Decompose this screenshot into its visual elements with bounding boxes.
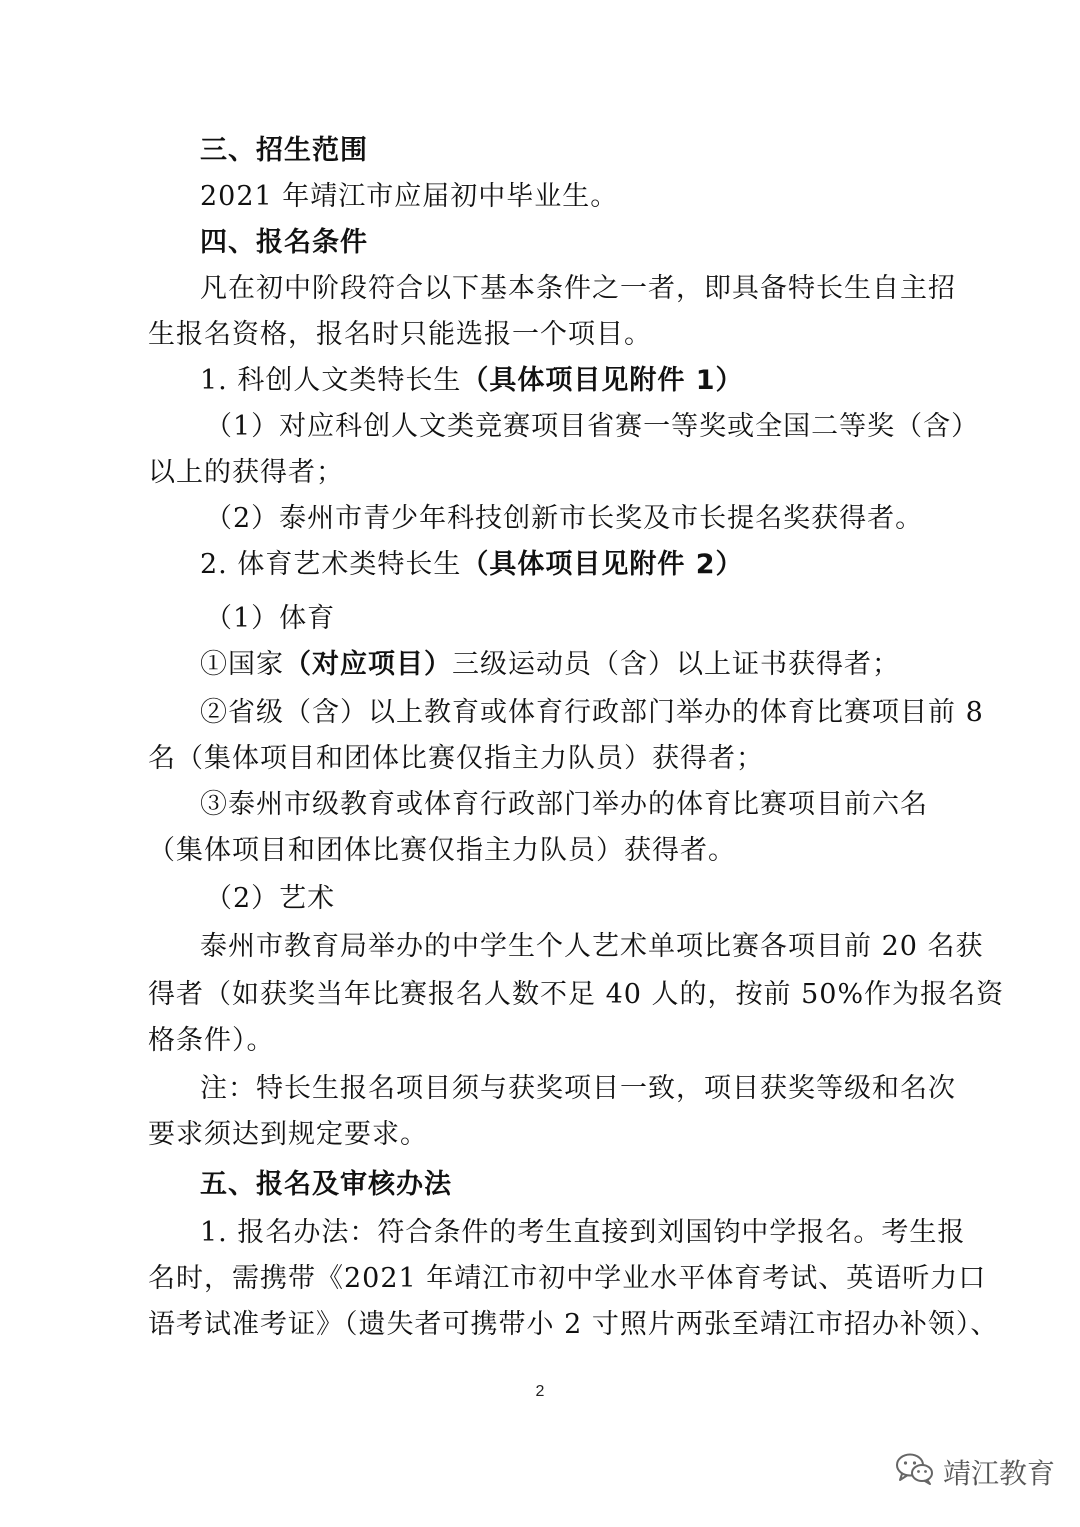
section4-intro-line2: 生报名资格，报名时只能选报一个项目。 xyxy=(148,319,652,350)
category1-item2: （2）泰州市青少年科技创新市长奖及市长提名奖获得者。 xyxy=(205,503,924,534)
sports-item1 xyxy=(200,642,1000,688)
watermark-label: 靖江教育 xyxy=(943,1457,1056,1490)
note-line2: 要求须达到规定要求。 xyxy=(148,1119,428,1150)
art-heading: （2）艺术 xyxy=(205,883,336,914)
category1-line xyxy=(200,358,1000,404)
category2-line xyxy=(200,542,1000,588)
category1-item1-line1: （1）对应科创人文类竞赛项目省赛一等奖或全国二等奖（含） xyxy=(205,411,980,442)
sports-item2-line2: 名（集体项目和团体比赛仅指主力队员）获得者； xyxy=(148,743,764,774)
section4-heading: 四、报名条件 xyxy=(200,227,368,258)
section5-line1: 1. 报名办法：符合条件的考生直接到刘国钧中学报名。考生报 xyxy=(200,1217,966,1248)
section4-intro-line1: 凡在初中阶段符合以下基本条件之一者，即具备特长生自主招 xyxy=(200,273,956,304)
art-line2: 得者（如获奖当年比赛报名人数不足 40 人的，按前 50%作为报名资 xyxy=(148,979,1005,1010)
section5-line2: 名时，需携带《2021 年靖江市初中学业水平体育考试、英语听力口 xyxy=(148,1263,987,1294)
section3-heading: 三、招生范围 xyxy=(200,135,368,166)
section5-line3: 语考试准考证》（遗失者可携带小 2 寸照片两张至靖江市招办补领）、 xyxy=(148,1309,999,1340)
category1-item1-line2: 以上的获得者； xyxy=(148,457,344,488)
category2-note: （具体项目见附件 2） xyxy=(461,549,744,580)
category2-label: 2. 体育艺术类特长生 xyxy=(200,549,462,580)
sports-item3-line2: （集体项目和团体比赛仅指主力队员）获得者。 xyxy=(148,835,736,866)
art-line3: 格条件）。 xyxy=(148,1025,275,1056)
wechat-icon xyxy=(895,1452,935,1493)
sports-item2-line1: ②省级（含）以上教育或体育行政部门举办的体育比赛项目前 8 xyxy=(200,697,984,728)
page-number: 2 xyxy=(535,1383,545,1400)
note-line1: 注：特长生报名项目须与获奖项目一致，项目获奖等级和名次 xyxy=(200,1073,956,1104)
watermark xyxy=(895,1450,1055,1494)
sports-heading: （1）体育 xyxy=(205,603,336,634)
sports-item1-a: ①国家 xyxy=(200,649,284,680)
section3-body: 2021 年靖江市应届初中毕业生。 xyxy=(200,181,619,212)
art-line1: 泰州市教育局举办的中学生个人艺术单项比赛各项目前 20 名获 xyxy=(200,931,984,962)
category1-note: （具体项目见附件 1） xyxy=(461,365,744,396)
sports-item3-line1: ③泰州市级教育或体育行政部门举办的体育比赛项目前六名 xyxy=(200,789,928,820)
sports-item1-c: 三级运动员（含）以上证书获得者； xyxy=(452,649,900,680)
sports-item1-b: （对应项目） xyxy=(284,649,452,680)
category1-label: 1. 科创人文类特长生 xyxy=(200,365,462,396)
section5-heading: 五、报名及审核办法 xyxy=(200,1169,452,1200)
